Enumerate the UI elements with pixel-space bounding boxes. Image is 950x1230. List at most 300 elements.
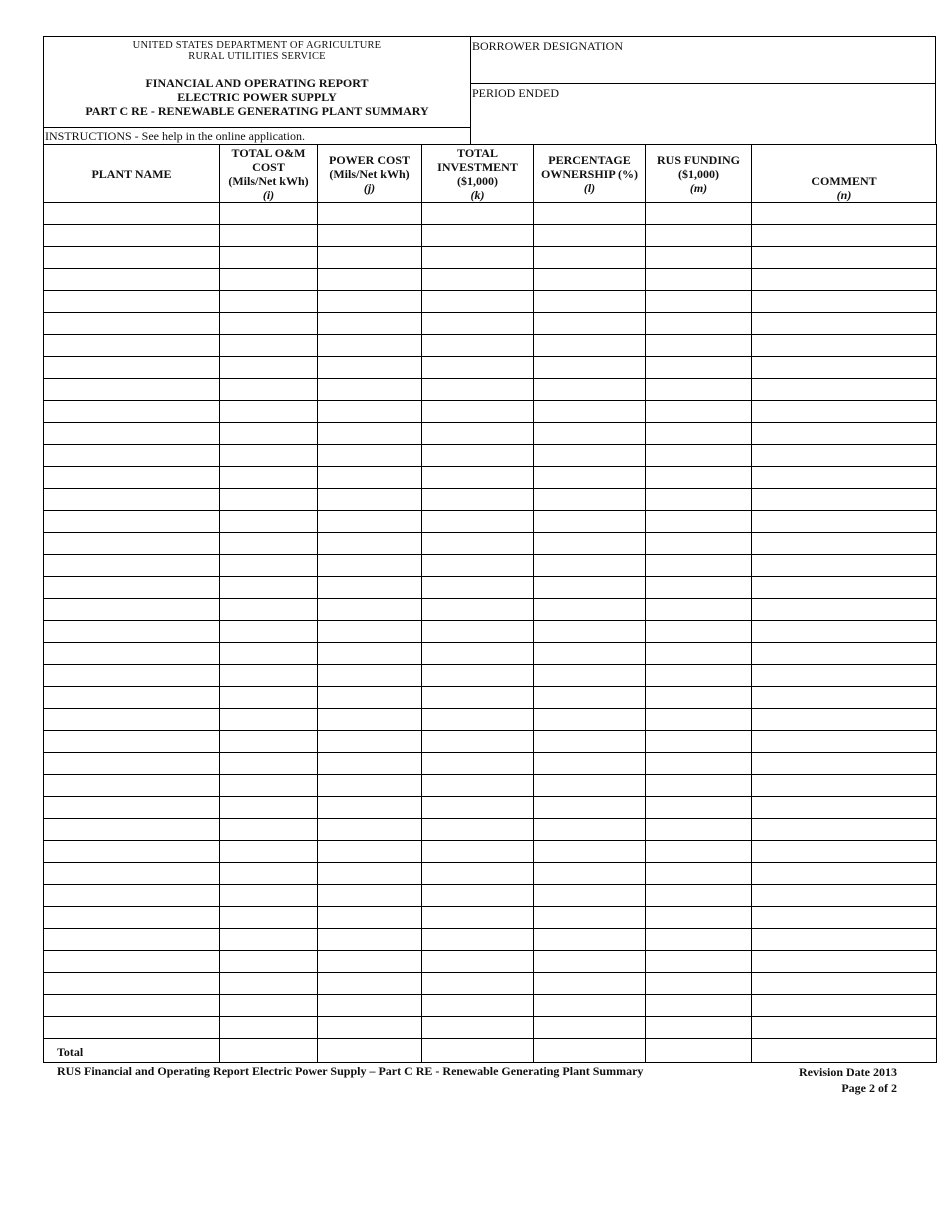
table-cell[interactable]	[646, 379, 752, 401]
table-cell[interactable]	[534, 335, 646, 357]
table-cell[interactable]	[220, 995, 318, 1017]
table-cell[interactable]	[752, 863, 937, 885]
table-cell[interactable]	[318, 775, 422, 797]
table-cell[interactable]	[534, 1017, 646, 1039]
table-row	[44, 731, 937, 753]
table-cell[interactable]	[318, 841, 422, 863]
table-cell[interactable]	[534, 863, 646, 885]
table-cell[interactable]	[220, 907, 318, 929]
table-cell[interactable]	[646, 797, 752, 819]
table-cell[interactable]	[44, 247, 220, 269]
table-cell[interactable]	[422, 731, 534, 753]
table-cell[interactable]	[318, 599, 422, 621]
table-cell[interactable]	[422, 357, 534, 379]
table-cell[interactable]	[752, 775, 937, 797]
table-cell[interactable]	[646, 731, 752, 753]
table-cell[interactable]	[534, 819, 646, 841]
table-cell[interactable]	[534, 225, 646, 247]
table-cell[interactable]	[220, 643, 318, 665]
table-row	[44, 753, 937, 775]
table-cell[interactable]	[422, 379, 534, 401]
table-cell[interactable]	[318, 687, 422, 709]
table-cell[interactable]	[318, 533, 422, 555]
table-cell[interactable]	[220, 753, 318, 775]
table-cell[interactable]	[422, 247, 534, 269]
table-cell[interactable]	[422, 665, 534, 687]
table-cell[interactable]	[220, 291, 318, 313]
total-cell[interactable]	[646, 1039, 752, 1063]
table-cell[interactable]	[646, 445, 752, 467]
table-cell[interactable]	[752, 555, 937, 577]
table-cell[interactable]	[534, 511, 646, 533]
table-cell[interactable]	[534, 555, 646, 577]
table-cell[interactable]	[646, 269, 752, 291]
table-cell[interactable]	[318, 225, 422, 247]
table-cell[interactable]	[422, 709, 534, 731]
table-cell[interactable]	[318, 995, 422, 1017]
header-fields	[471, 37, 935, 144]
table-cell[interactable]	[44, 929, 220, 951]
table-cell[interactable]	[318, 313, 422, 335]
table-cell[interactable]	[752, 511, 937, 533]
table-cell[interactable]	[752, 841, 937, 863]
table-cell[interactable]	[44, 423, 220, 445]
table-cell[interactable]	[752, 445, 937, 467]
table-cell[interactable]	[646, 819, 752, 841]
table-cell[interactable]	[422, 819, 534, 841]
table-cell[interactable]	[220, 225, 318, 247]
table-cell[interactable]	[44, 665, 220, 687]
table-cell[interactable]	[422, 753, 534, 775]
table-cell[interactable]	[422, 423, 534, 445]
table-cell[interactable]	[752, 401, 937, 423]
table-cell[interactable]	[422, 313, 534, 335]
table-cell[interactable]	[318, 489, 422, 511]
table-cell[interactable]	[752, 577, 937, 599]
table-cell[interactable]	[534, 709, 646, 731]
table-cell[interactable]	[220, 973, 318, 995]
table-cell[interactable]	[646, 357, 752, 379]
table-cell[interactable]	[44, 885, 220, 907]
table-cell[interactable]	[534, 643, 646, 665]
table-cell[interactable]	[534, 841, 646, 863]
table-cell[interactable]	[220, 335, 318, 357]
table-cell[interactable]	[646, 511, 752, 533]
table-cell[interactable]	[422, 1017, 534, 1039]
table-cell[interactable]	[44, 731, 220, 753]
table-cell[interactable]	[44, 291, 220, 313]
table-cell[interactable]	[422, 907, 534, 929]
table-cell[interactable]	[220, 797, 318, 819]
table-cell[interactable]	[318, 709, 422, 731]
table-row	[44, 335, 937, 357]
table-cell[interactable]	[646, 1017, 752, 1039]
table-cell[interactable]	[220, 819, 318, 841]
table-cell[interactable]	[44, 379, 220, 401]
table-cell[interactable]	[44, 203, 220, 225]
table-cell[interactable]	[220, 731, 318, 753]
table-cell[interactable]	[752, 709, 937, 731]
table-cell[interactable]	[422, 687, 534, 709]
table-cell[interactable]	[646, 753, 752, 775]
table-cell[interactable]	[422, 225, 534, 247]
table-cell[interactable]	[752, 313, 937, 335]
table-cell[interactable]	[422, 775, 534, 797]
table-cell[interactable]	[646, 533, 752, 555]
table-cell[interactable]	[752, 291, 937, 313]
table-cell[interactable]	[646, 489, 752, 511]
table-cell[interactable]	[318, 885, 422, 907]
table-cell[interactable]	[318, 423, 422, 445]
table-row	[44, 599, 937, 621]
table-cell[interactable]	[752, 269, 937, 291]
table-cell[interactable]	[534, 973, 646, 995]
table-cell[interactable]	[220, 665, 318, 687]
table-cell[interactable]	[752, 951, 937, 973]
total-cell[interactable]	[318, 1039, 422, 1063]
table-cell[interactable]	[534, 269, 646, 291]
table-cell[interactable]	[44, 709, 220, 731]
table-cell[interactable]	[534, 885, 646, 907]
table-cell[interactable]	[422, 511, 534, 533]
table-cell[interactable]	[220, 247, 318, 269]
table-cell[interactable]	[44, 269, 220, 291]
table-cell[interactable]	[44, 841, 220, 863]
table-cell[interactable]	[534, 247, 646, 269]
table-cell[interactable]	[44, 643, 220, 665]
table-row	[44, 885, 937, 907]
table-cell[interactable]	[44, 1017, 220, 1039]
table-cell[interactable]	[646, 247, 752, 269]
table-cell[interactable]	[752, 885, 937, 907]
table-row	[44, 467, 937, 489]
column-header-line: PLANT NAME	[91, 166, 172, 181]
table-cell[interactable]	[534, 797, 646, 819]
table-cell[interactable]	[752, 665, 937, 687]
table-cell[interactable]	[318, 291, 422, 313]
table-cell[interactable]	[534, 731, 646, 753]
table-cell[interactable]	[534, 203, 646, 225]
table-cell[interactable]	[318, 379, 422, 401]
table-cell[interactable]	[44, 335, 220, 357]
table-cell[interactable]	[44, 467, 220, 489]
table-cell[interactable]	[646, 225, 752, 247]
column-header	[220, 145, 318, 203]
table-cell[interactable]	[422, 269, 534, 291]
table-cell[interactable]	[220, 841, 318, 863]
table-cell[interactable]	[646, 907, 752, 929]
total-cell[interactable]	[422, 1039, 534, 1063]
table-row	[44, 951, 937, 973]
table-cell[interactable]	[534, 489, 646, 511]
header-title-block	[44, 37, 471, 144]
table-cell[interactable]	[318, 445, 422, 467]
table-cell[interactable]	[646, 665, 752, 687]
table-cell[interactable]	[220, 489, 318, 511]
table-cell[interactable]	[44, 863, 220, 885]
table-cell[interactable]	[318, 621, 422, 643]
table-cell[interactable]	[646, 203, 752, 225]
table-cell[interactable]	[534, 951, 646, 973]
table-cell[interactable]	[220, 445, 318, 467]
table-cell[interactable]	[220, 863, 318, 885]
column-header	[44, 145, 220, 203]
table-cell[interactable]	[318, 731, 422, 753]
table-cell[interactable]	[44, 577, 220, 599]
table-cell[interactable]	[534, 291, 646, 313]
table-cell[interactable]	[646, 709, 752, 731]
table-cell[interactable]	[220, 511, 318, 533]
table-cell[interactable]	[318, 467, 422, 489]
table-cell[interactable]	[752, 599, 937, 621]
table-cell[interactable]	[318, 555, 422, 577]
table-cell[interactable]	[318, 929, 422, 951]
table-cell[interactable]	[646, 577, 752, 599]
table-cell[interactable]	[752, 357, 937, 379]
table-cell[interactable]	[318, 577, 422, 599]
table-cell[interactable]	[752, 797, 937, 819]
footer-meta	[799, 1064, 897, 1096]
table-cell[interactable]	[318, 335, 422, 357]
table-cell[interactable]	[318, 665, 422, 687]
table-cell[interactable]	[44, 511, 220, 533]
table-cell[interactable]	[534, 423, 646, 445]
table-cell[interactable]	[752, 335, 937, 357]
table-cell[interactable]	[534, 599, 646, 621]
table-cell[interactable]	[220, 951, 318, 973]
table-cell[interactable]	[752, 379, 937, 401]
table-cell[interactable]	[422, 951, 534, 973]
table-cell[interactable]	[534, 687, 646, 709]
table-cell[interactable]	[422, 489, 534, 511]
borrower-designation-field[interactable]	[471, 37, 935, 83]
table-cell[interactable]	[318, 401, 422, 423]
table-cell[interactable]	[534, 929, 646, 951]
table-cell[interactable]	[646, 401, 752, 423]
table-cell[interactable]	[534, 621, 646, 643]
table-cell[interactable]	[646, 621, 752, 643]
table-cell[interactable]	[646, 687, 752, 709]
table-row	[44, 533, 937, 555]
table-cell[interactable]	[422, 467, 534, 489]
table-cell[interactable]	[318, 203, 422, 225]
table-cell[interactable]	[646, 467, 752, 489]
table-cell[interactable]	[752, 423, 937, 445]
table-cell[interactable]	[752, 225, 937, 247]
table-cell[interactable]	[318, 973, 422, 995]
table-cell[interactable]	[646, 291, 752, 313]
table-cell[interactable]	[44, 907, 220, 929]
table-cell[interactable]	[220, 467, 318, 489]
table-cell[interactable]	[44, 401, 220, 423]
table-cell[interactable]	[752, 247, 937, 269]
table-cell[interactable]	[220, 709, 318, 731]
table-cell[interactable]	[220, 577, 318, 599]
table-cell[interactable]	[646, 863, 752, 885]
table-cell[interactable]	[534, 753, 646, 775]
table-cell[interactable]	[752, 907, 937, 929]
table-cell[interactable]	[422, 533, 534, 555]
table-cell[interactable]	[646, 885, 752, 907]
table-cell[interactable]	[44, 555, 220, 577]
table-cell[interactable]	[220, 379, 318, 401]
table-cell[interactable]	[422, 995, 534, 1017]
table-cell[interactable]	[220, 621, 318, 643]
column-header	[646, 145, 752, 203]
table-cell[interactable]	[534, 467, 646, 489]
table-cell[interactable]	[44, 995, 220, 1017]
column-header-line: (Mils/Net kWh)	[329, 166, 410, 181]
table-cell[interactable]	[646, 973, 752, 995]
table-cell[interactable]	[318, 753, 422, 775]
instructions-text: INSTRUCTIONS - See help in the online application.	[44, 127, 470, 144]
table-cell[interactable]	[422, 401, 534, 423]
period-ended-field[interactable]	[471, 83, 935, 144]
table-cell[interactable]	[646, 555, 752, 577]
table-cell[interactable]	[752, 995, 937, 1017]
table-cell[interactable]	[752, 621, 937, 643]
table-cell[interactable]	[534, 577, 646, 599]
table-cell[interactable]	[44, 951, 220, 973]
table-cell[interactable]	[318, 907, 422, 929]
total-cell[interactable]	[752, 1039, 937, 1063]
table-cell[interactable]	[646, 995, 752, 1017]
table-cell[interactable]	[752, 687, 937, 709]
column-header	[318, 145, 422, 203]
table-cell[interactable]	[534, 445, 646, 467]
table-cell[interactable]	[318, 247, 422, 269]
table-cell[interactable]	[318, 819, 422, 841]
table-cell[interactable]	[534, 357, 646, 379]
table-cell[interactable]	[422, 929, 534, 951]
table-cell[interactable]	[646, 841, 752, 863]
column-header-line: ($1,000)	[457, 173, 498, 188]
table-row	[44, 973, 937, 995]
table-cell[interactable]	[534, 313, 646, 335]
table-cell[interactable]	[646, 599, 752, 621]
table-cell[interactable]	[44, 313, 220, 335]
table-cell[interactable]	[422, 335, 534, 357]
table-cell[interactable]	[318, 511, 422, 533]
table-cell[interactable]	[220, 313, 318, 335]
table-row	[44, 247, 937, 269]
total-cell[interactable]	[534, 1039, 646, 1063]
table-cell[interactable]	[44, 775, 220, 797]
table-cell[interactable]	[422, 797, 534, 819]
table-cell[interactable]	[220, 555, 318, 577]
table-cell[interactable]	[422, 841, 534, 863]
table-cell[interactable]	[44, 489, 220, 511]
table-cell[interactable]	[220, 1017, 318, 1039]
table-cell[interactable]	[534, 379, 646, 401]
table-cell[interactable]	[646, 313, 752, 335]
table-cell[interactable]	[534, 907, 646, 929]
table-cell[interactable]	[318, 863, 422, 885]
table-cell[interactable]	[220, 929, 318, 951]
table-cell[interactable]	[752, 929, 937, 951]
table-cell[interactable]	[44, 621, 220, 643]
table-cell[interactable]	[220, 357, 318, 379]
table-cell[interactable]	[422, 973, 534, 995]
table-cell[interactable]	[534, 995, 646, 1017]
column-header	[534, 145, 646, 203]
table-cell[interactable]	[44, 357, 220, 379]
table-cell[interactable]	[220, 775, 318, 797]
table-cell[interactable]	[752, 533, 937, 555]
table-cell[interactable]	[534, 665, 646, 687]
table-cell[interactable]	[422, 621, 534, 643]
table-cell[interactable]	[752, 973, 937, 995]
table-cell[interactable]	[646, 929, 752, 951]
table-cell[interactable]	[318, 797, 422, 819]
table-cell[interactable]	[44, 973, 220, 995]
table-cell[interactable]	[318, 951, 422, 973]
table-cell[interactable]	[752, 819, 937, 841]
table-cell[interactable]	[44, 753, 220, 775]
table-body	[44, 203, 937, 1063]
table-cell[interactable]	[422, 863, 534, 885]
table-cell[interactable]	[646, 951, 752, 973]
table-cell[interactable]	[422, 203, 534, 225]
table-cell[interactable]	[220, 423, 318, 445]
table-row	[44, 357, 937, 379]
table-cell[interactable]	[220, 203, 318, 225]
table-cell[interactable]	[646, 643, 752, 665]
table-cell[interactable]	[220, 533, 318, 555]
table-cell[interactable]	[752, 643, 937, 665]
table-cell[interactable]	[534, 775, 646, 797]
table-cell[interactable]	[422, 643, 534, 665]
table-cell[interactable]	[318, 1017, 422, 1039]
table-cell[interactable]	[422, 577, 534, 599]
column-code: (l)	[583, 180, 596, 195]
table-cell[interactable]	[44, 797, 220, 819]
table-cell[interactable]	[422, 291, 534, 313]
table-cell[interactable]	[646, 423, 752, 445]
table-cell[interactable]	[318, 269, 422, 291]
total-cell[interactable]	[220, 1039, 318, 1063]
table-cell[interactable]	[44, 225, 220, 247]
table-cell[interactable]	[422, 599, 534, 621]
table-cell[interactable]	[220, 269, 318, 291]
table-cell[interactable]	[44, 599, 220, 621]
table-cell[interactable]	[752, 753, 937, 775]
table-cell[interactable]	[752, 731, 937, 753]
table-cell[interactable]	[752, 1017, 937, 1039]
table-cell[interactable]	[220, 687, 318, 709]
table-cell[interactable]	[646, 335, 752, 357]
table-cell[interactable]	[534, 533, 646, 555]
table-cell[interactable]	[422, 445, 534, 467]
table-cell[interactable]	[220, 885, 318, 907]
table-cell[interactable]	[752, 203, 937, 225]
column-header-line: (Mils/Net kWh)	[228, 173, 309, 188]
table-cell[interactable]	[318, 643, 422, 665]
table-cell[interactable]	[44, 819, 220, 841]
table-cell[interactable]	[422, 885, 534, 907]
table-cell[interactable]	[646, 775, 752, 797]
table-cell[interactable]	[44, 687, 220, 709]
table-cell[interactable]	[44, 533, 220, 555]
table-cell[interactable]	[44, 445, 220, 467]
table-cell[interactable]	[422, 555, 534, 577]
table-cell[interactable]	[318, 357, 422, 379]
table-cell[interactable]	[534, 401, 646, 423]
table-cell[interactable]	[752, 489, 937, 511]
table-cell[interactable]	[220, 401, 318, 423]
table-cell[interactable]	[752, 467, 937, 489]
table-cell[interactable]	[220, 599, 318, 621]
